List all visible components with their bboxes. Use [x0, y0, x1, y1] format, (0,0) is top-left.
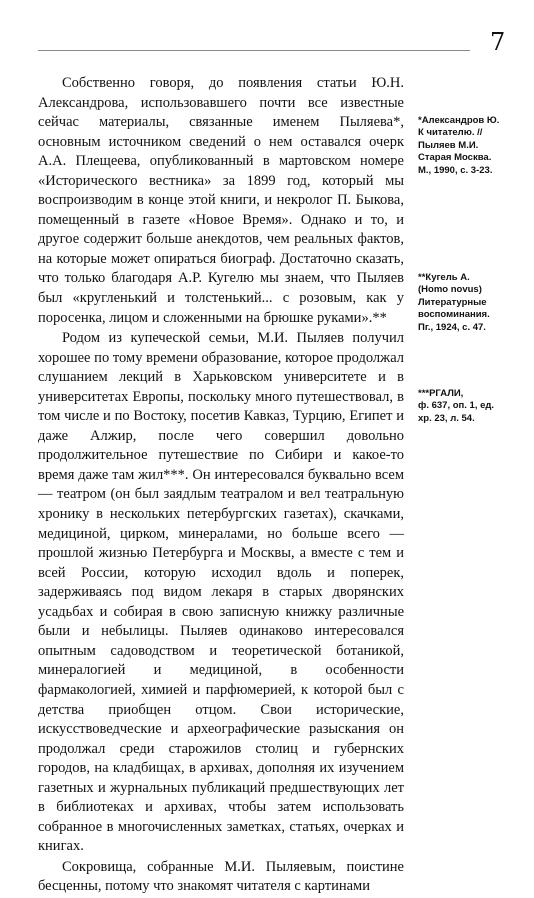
paragraph-3: Сокровища, собранные М.И. Пыляевым, поистине бесценны, потому что знакомят читателя с картинами: [38, 858, 404, 895]
sidenote-2: **Кугель А. (Homo novus) Литературные воспоминания. Пг., 1924, с. 47.: [418, 272, 490, 333]
sidenote-3: ***РГАЛИ, ф. 637, оп. 1, ед. хр. 23, л. 54.: [418, 388, 495, 424]
main-text-column: [38, 74, 404, 898]
paragraph-1: Собственно говоря, до появления статьи Ю.Н. Александрова, использовавшего почти все известные сейчас материалы, связанные именем Пыляева*, основным источником сведений о нем оставался очерк А.А. Плещеева, опубликованный в мартовском номере «Исторического вестника» за 1899 год, который мы воспроизводим в конце этой книги, и некролог П. Быкова, помещенный в газете «Новое Время». Однако и то, и другое содержит больше анекдотов, чем реальных фактов, на которые может опираться биограф. Достаточно сказать, что только благодаря А.Р. Кугелю мы знаем, что Пыляев был «кругленький и толстенький... с розовым, как у поросенка, лицом и сложенными на брюшке руками».**: [38, 75, 404, 326]
page-number: 7: [490, 28, 506, 56]
paragraph-2: Родом из купеческой семьи, М.И. Пыляев получил хорошее по тому времени образование, которое продолжал слушанием лекций в Харьковском университете и в университетах Европы, поскольку много путешествовал, в том числе и по Востоку, посетив Кавказ, Турцию, Египет и даже Алжир, после чего совершил довольно продолжительное путешествие по Сибири и какое-то время даже там жил***. Он интересовался буквально всем — театром (он был заядлым театралом и вел театральную хронику в нескольких петербургских газетах), скачками, медициной, цирком, минералами, но больше всего — прошлой жизнью Петербурга и Москвы, а вместе с тем и всей России, которую исходил вдоль и поперек, задерживаясь под видом лекаря в старых дворянских усадьбах и собирая в свою записную книжку различные были и небылицы. Пыляев одинаково интересовался опытным садоводством и теоретической ботаникой, минералогией и медициной, в особенности фармакологией, химией и парфюмерией, к которой был с детства приобщен отцом. Свои исторические, искусствоведческие и археографические разыскания он продолжал среди старожилов столиц и губернских городов, на кладбищах, в архивах, дополняя их изучением газетных и журнальных публикаций предшествующих лет в библиотеках и архивах, чтобы затем использовать собранное в многочисленных заметках, статьях, очерках и книгах.: [38, 330, 404, 855]
sidenote-1: *Александров Ю. К читателю. // Пыляев М.И. Старая Москва. М., 1990, с. 3-23.: [418, 115, 500, 176]
header-rule: [38, 50, 470, 51]
